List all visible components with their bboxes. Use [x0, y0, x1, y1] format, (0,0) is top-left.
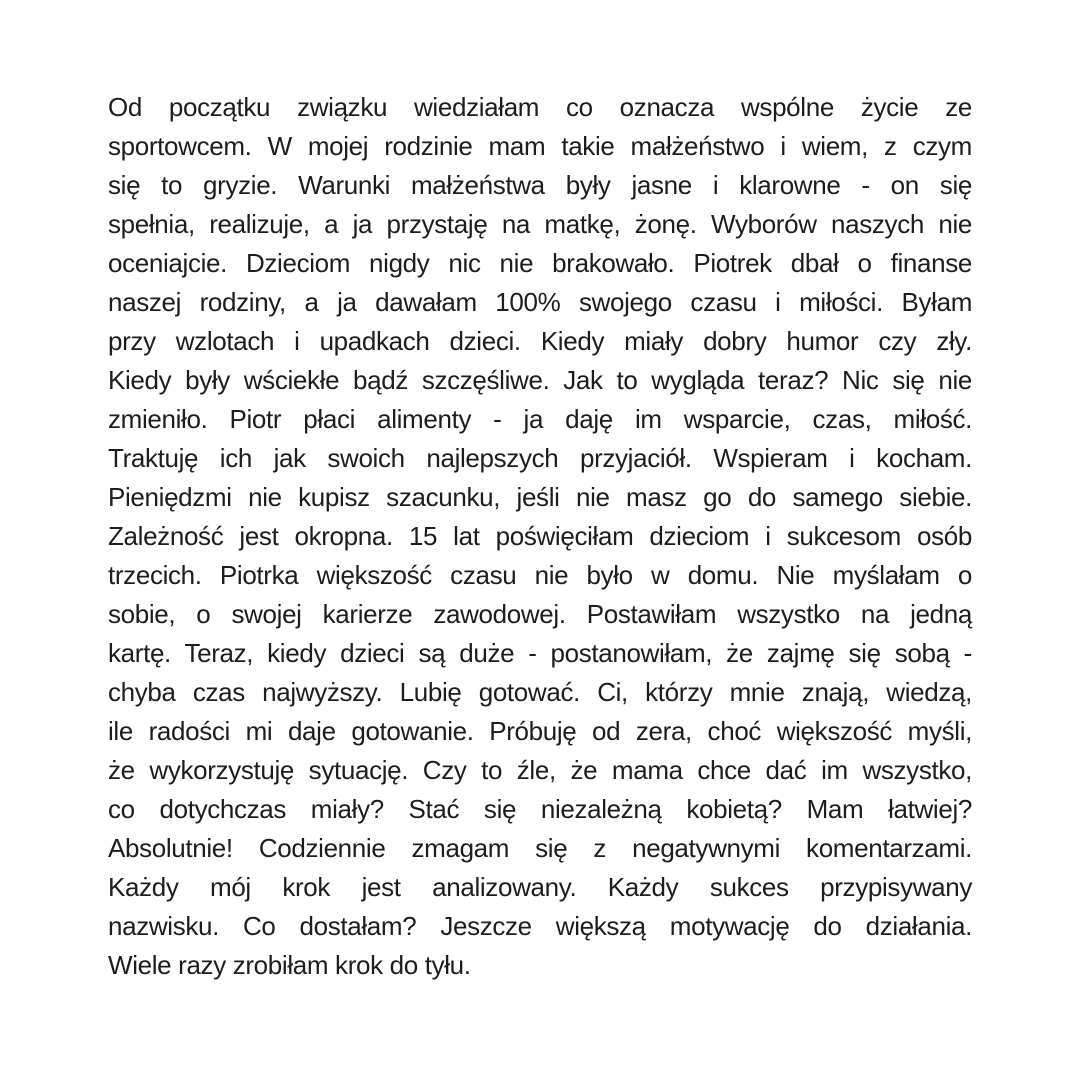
text-line: ile radości mi daje gotowanie. Próbuję od zera, choć większość myśli, [108, 716, 972, 746]
text-line: sobie, o swojej karierze zawodowej. Postawiłam wszystko na jedną [108, 599, 972, 629]
text-line: Kiedy były wściekłe bądź szczęśliwe. Jak to wygląda teraz? Nic się nie [108, 365, 972, 395]
text-line: oceniajcie. Dzieciom nigdy nic nie brakowało. Piotrek dbał o finanse [108, 248, 972, 278]
text-line: chyba czas najwyższy. Lubię gotować. Ci, którzy mnie znają, wiedzą, [108, 677, 972, 707]
text-line: przy wzlotach i upadkach dzieci. Kiedy miały dobry humor czy zły. [108, 326, 972, 356]
text-line: sportowcem. W mojej rodzinie mam takie małżeństwo i wiem, z czym [108, 131, 972, 161]
text-line: naszej rodziny, a ja dawałam 100% swojego czasu i miłości. Byłam [108, 287, 972, 317]
text-line: trzecich. Piotrka większość czasu nie było w domu. Nie myślałam o [108, 560, 972, 590]
text-line: Absolutnie! Codziennie zmagam się z negatywnymi komentarzami. [108, 833, 972, 863]
text-line: co dotychczas miały? Stać się niezależną kobietą? Mam łatwiej? [108, 794, 972, 824]
text-line: Od początku związku wiedziałam co oznacza wspólne życie ze [108, 92, 972, 122]
text-line: Zależność jest okropna. 15 lat poświęciłam dzieciom i sukcesom osób [108, 521, 972, 551]
text-line: Wiele razy zrobiłam krok do tyłu. [108, 950, 471, 980]
text-line: spełnia, realizuje, a ja przystaję na matkę, żonę. Wyborów naszych nie [108, 209, 972, 239]
post-text-block [108, 88, 972, 985]
text-line: Traktuję ich jak swoich najlepszych przyjaciół. Wspieram i kocham. [108, 443, 972, 473]
text-line: nazwisku. Co dostałam? Jeszcze większą motywację do działania. [108, 911, 972, 941]
text-line: kartę. Teraz, kiedy dzieci są duże - postanowiłam, że zajmę się sobą - [108, 638, 972, 668]
text-line: się to gryzie. Warunki małżeństwa były jasne i klarowne - on się [108, 170, 972, 200]
text-line: Pieniędzmi nie kupisz szacunku, jeśli nie masz go do samego siebie. [108, 482, 972, 512]
text-line: że wykorzystuję sytuację. Czy to źle, że mama chce dać im wszystko, [108, 755, 972, 785]
text-line: Każdy mój krok jest analizowany. Każdy sukces przypisywany [108, 872, 972, 902]
text-line: zmieniło. Piotr płaci alimenty - ja daję im wsparcie, czas, miłość. [108, 404, 972, 434]
